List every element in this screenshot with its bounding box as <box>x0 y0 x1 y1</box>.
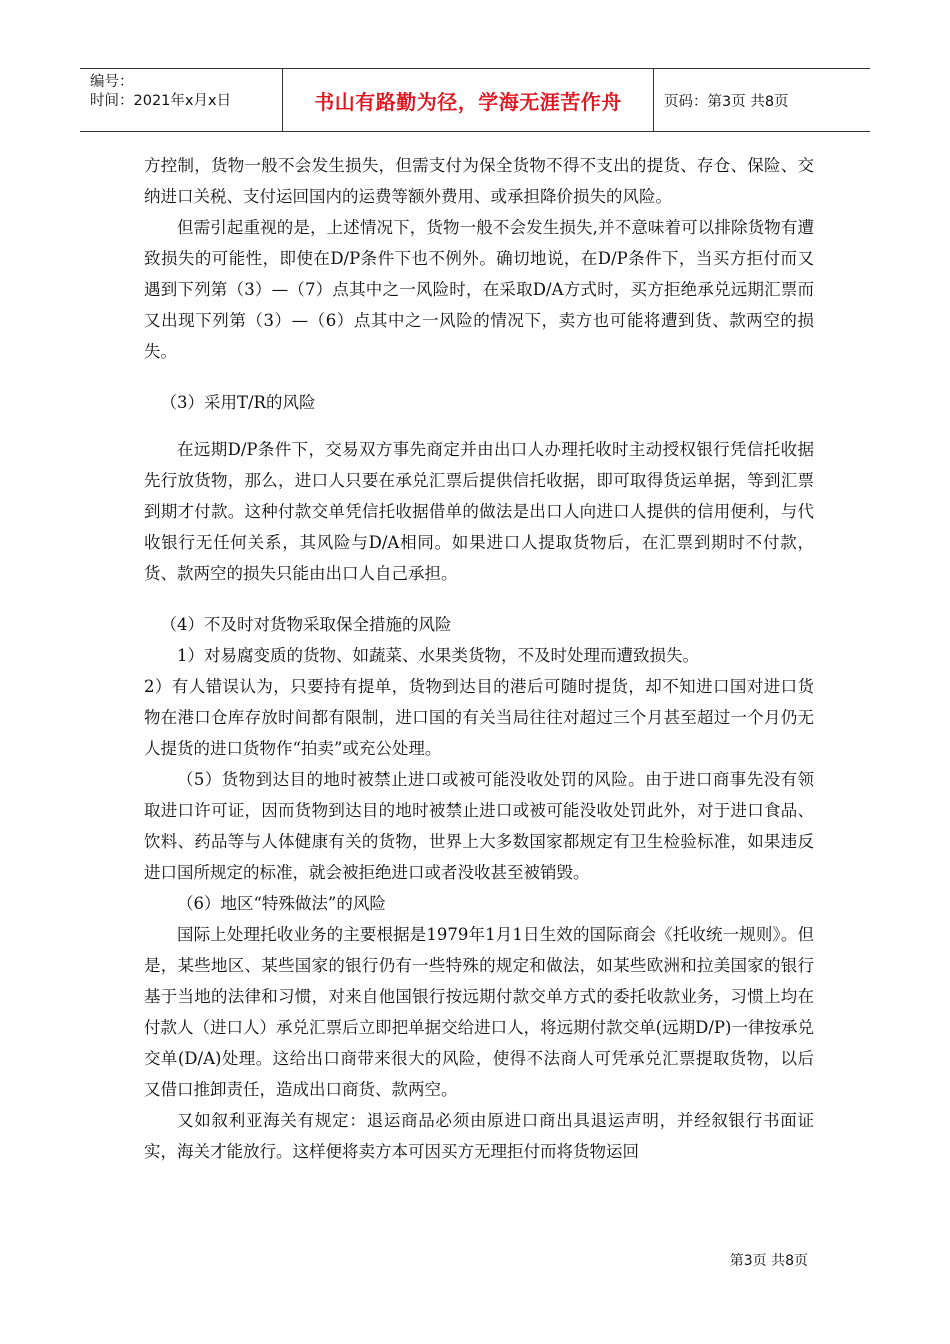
section-heading-4: （4）不及时对货物采取保全措施的风险 <box>160 615 452 634</box>
header-meta <box>80 69 282 131</box>
paragraph-tr-risk: 在远期D/P条件下，交易双方事先商定并由出口人办理托收时主动授权银行凭信托收据先行放货物，那么，进口人只要在承兑汇票后提供信托收据，即可取得货运单据，等到汇票到期才付款。这种付款交单凭信托收据借单的做法是出口人向进口人提供的信用便利，与代收银行无任何关系，其风险与D/A相同。如果进口人提取货物后，在汇票到期时不付款，货、款两空的损失只能由出口人自己承担。 <box>144 440 814 583</box>
paragraph-special-practice: 国际上处理托收业务的主要根据是1979年1月1日生效的国际商会《托收统一规则》。但是，某些地区、某些国家的银行仍有一些特殊的规定和做法，如某些欧洲和拉美国家的银行基于当地的法律和习惯，对来自他国银行按远期付款交单方式的委托收款业务，习惯上均在付款人（进口人）承兑汇票后立即把单据交给进口人，将远期付款交单(远期D/P)一律按承兑交单(D/A)处理。这给出口商带来很大的风险，使得不法商人可凭承兑汇票提取货物，以后又借口推卸责任，造成出口商货、款两空。 <box>144 925 814 1099</box>
page-footer: 第3页 共8页 <box>729 1253 808 1269</box>
document-date: 时间：2021年x月x日 <box>90 93 232 109</box>
header-page-info: 页码：第3页 共8页 <box>664 93 789 110</box>
paragraph-section-5: （5）货物到达目的地时被禁止进口或被可能没收处罚的风险。由于进口商事先没有领取进口许可证，因而货物到达目的地时被禁止进口或被可能没收处罚此外，对于进口食品、饮料、药品等与人体健康有关的货物，世界上大多数国家都规定有卫生检验标准，如果违反进口国所规定的标准，就会被拒绝进口或者没收甚至被销毁。 <box>144 770 814 882</box>
document-body <box>144 150 814 1167</box>
list-item-1: 1）对易腐变质的货物、如蔬菜、水果类货物，不及时处理而遭致损失。 <box>177 646 699 665</box>
section-heading-6: （6）地区“特殊做法”的风险 <box>177 894 386 913</box>
page-header <box>80 68 870 132</box>
list-item-2: 2）有人错误认为，只要持有提单，货物到达目的港后可随时提货，却不知进口国对进口货物在港口仓库存放时间都有限制，进口国的有关当局往往对超过三个月甚至超过一个月仍无人提货的进口货物作“拍卖”或充公处理。 <box>144 677 814 758</box>
header-motto: 书山有路勤为径，学海无涯苦作舟 <box>282 69 654 131</box>
document-number-label: 编号： <box>90 74 134 90</box>
paragraph-syria-example: 又如叙利亚海关有规定：退运商品必须由原进口商出具退运声明，并经叙银行书面证实，海关才能放行。这样便将卖方本可因买方无理拒付而将货物运回 <box>144 1111 814 1161</box>
paragraph-warning: 但需引起重视的是，上述情况下，货物一般不会发生损失,并不意味着可以排除货物有遭致损失的可能性，即使在D/P条件下也不例外。确切地说，在D/P条件下，当买方拒付而又遇到下列第（3）—（7）点其中之一风险时，在采取D/A方式时，买方拒绝承兑远期汇票而又出现下列第（3）—（6）点其中之一风险的情况下，卖方也可能将遭到货、款两空的损失。 <box>144 218 814 361</box>
paragraph-continuation: 方控制，货物一般不会发生损失，但需支付为保全货物不得不支出的提货、存仓、保险、交纳进口关税、支付运回国内的运费等额外费用、或承担降价损失的风险。 <box>144 156 814 206</box>
section-heading-3: （3）采用T/R的风险 <box>160 393 316 412</box>
